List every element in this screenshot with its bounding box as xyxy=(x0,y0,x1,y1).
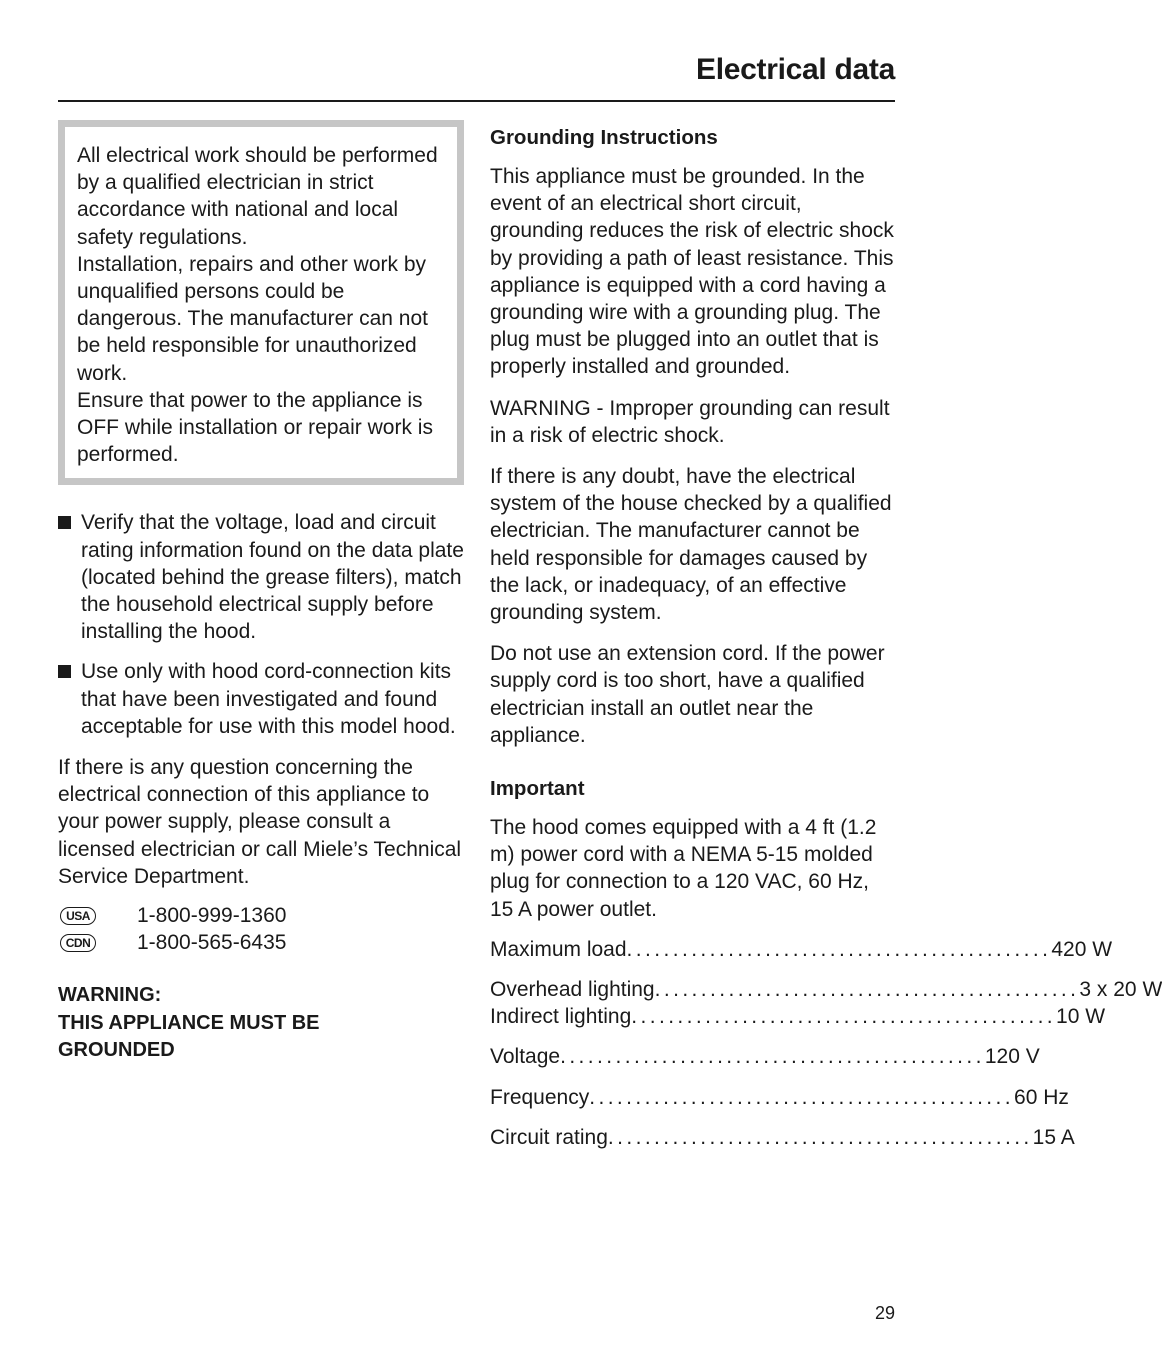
phone-row-cdn xyxy=(58,929,464,956)
dot-leader: .............................................. xyxy=(607,1125,1033,1149)
grounding-paragraph: This appliance must be grounded. In the event of an electrical short circuit, grounding reduces the risk of electric shock by providing a path of least resistance. This appliance is equipped with a cord having a grounding wire with a grounding plug. The plug must be plugged into an outlet that is properly installed and grounded. xyxy=(490,165,894,379)
spec-value: 10 W xyxy=(1056,1005,1106,1029)
important-paragraph: The hood comes equipped with a 4 ft (1.2 m) power cord with a NEMA 5-15 molded plug for connection to a 120 VAC, 60 Hz, 15 A power outlet. xyxy=(490,816,877,921)
page-title: Electrical data xyxy=(696,53,895,86)
phone-number: 1-800-999-1360 xyxy=(137,903,287,927)
spec-label: Circuit rating xyxy=(490,1125,608,1149)
spec-value: 420 W xyxy=(1051,937,1113,961)
dot-leader: .............................................. xyxy=(654,978,1080,1002)
spec-value: 120 V xyxy=(984,1045,1040,1069)
square-bullet-icon xyxy=(58,516,71,529)
grounding-paragraph: WARNING - Improper grounding can result in a risk of electric shock. xyxy=(490,396,890,447)
phone-number: 1-800-565-6435 xyxy=(137,930,287,954)
dot-leader: .............................................. xyxy=(589,1085,1015,1109)
phone-list xyxy=(58,902,464,956)
dot-leader: .............................................. xyxy=(626,937,1052,961)
notice-text: Ensure that power to the appliance is OFF while installation or repair work is performed. xyxy=(77,388,433,467)
page-number: 29 xyxy=(874,1303,895,1323)
list-item-text: Verify that the voltage, load and circuit rating information found on the data plate (located behind the grease filters), match the household electrical supply before installing the hood. xyxy=(81,511,464,644)
title-divider xyxy=(58,100,895,102)
spec-lighting xyxy=(490,976,1162,1030)
square-bullet-icon xyxy=(58,665,71,678)
spec-value: 3 x 20 W xyxy=(1079,978,1162,1002)
spec-value: 15 A xyxy=(1032,1125,1075,1149)
notice-text: Installation, repairs and other work by unqualified persons could be dangerous. The manufacturer can not be held responsible for unauthorized work. xyxy=(77,252,429,385)
grounding-warning xyxy=(58,982,464,1065)
spec-voltage xyxy=(490,1043,1040,1070)
dot-leader: .............................................. xyxy=(631,1005,1057,1029)
question-paragraph: If there is any question concerning the electrical connection of this appliance to your power supply, please consult a licensed electrician or call Miele’s Technical Service Department. xyxy=(58,756,462,888)
grounding-heading: Grounding Instructions xyxy=(490,126,718,149)
spec-label: Maximum load xyxy=(490,937,627,961)
grounding-paragraph: If there is any doubt, have the electrical system of the house checked by a qualified electrician. The manufacturer cannot be held responsible for damages caused by the lack, or inadequacy, of an effective grounding system. xyxy=(490,465,892,625)
safety-notice-box xyxy=(58,120,464,485)
important-heading: Important xyxy=(490,777,585,801)
spec-max-load xyxy=(490,936,1113,963)
list-item xyxy=(58,509,464,645)
warning-line: THIS APPLIANCE MUST BE xyxy=(58,1011,320,1034)
left-column xyxy=(58,120,464,1065)
warning-line: WARNING: xyxy=(58,984,162,1007)
spec-label: Overhead lighting xyxy=(490,978,655,1002)
usa-badge-icon: USA xyxy=(60,907,96,925)
spec-label: Indirect lighting xyxy=(490,1005,632,1029)
spec-frequency xyxy=(490,1084,1069,1111)
dot-leader: .............................................. xyxy=(560,1045,985,1069)
list-item xyxy=(58,658,464,740)
right-column xyxy=(490,120,1162,1151)
cdn-badge-icon: CDN xyxy=(60,934,96,952)
spec-circuit-rating xyxy=(490,1124,1075,1151)
notice-text: All electrical work should be performed by a qualified electrician in strict accordance with national and local safety regulations. xyxy=(77,144,438,249)
spec-value: 60 Hz xyxy=(1014,1085,1069,1109)
phone-row-usa xyxy=(58,902,464,929)
spec-label: Voltage xyxy=(490,1045,561,1069)
warning-line: GROUNDED xyxy=(58,1039,175,1062)
list-item-text: Use only with hood cord-connection kits that have been investigated and found acceptable for use with this model hood. xyxy=(81,660,456,738)
grounding-paragraph: Do not use an extension cord. If the power supply cord is too short, have a qualified electrician install an outlet near the appliance. xyxy=(490,642,885,747)
spec-label: Frequency xyxy=(490,1085,590,1109)
